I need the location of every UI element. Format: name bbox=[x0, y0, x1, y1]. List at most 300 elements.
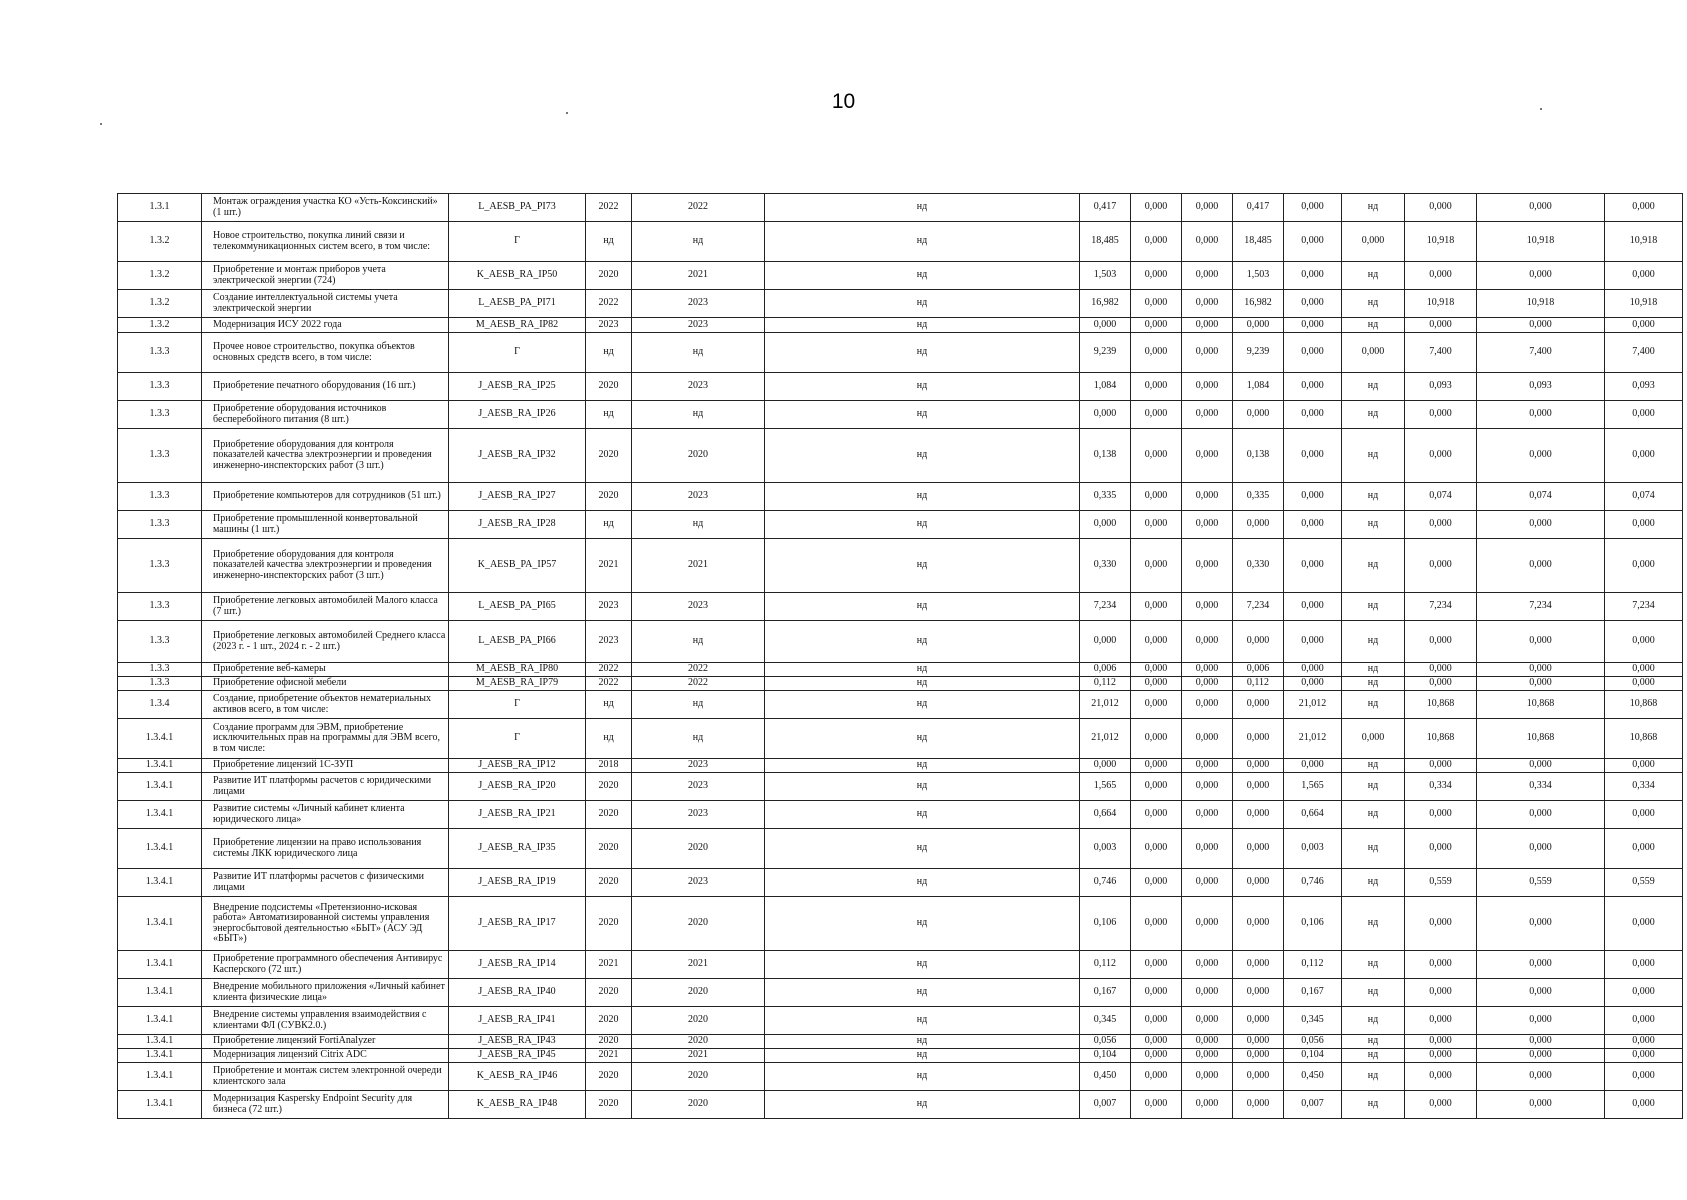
start-year-cell: 2023 bbox=[586, 593, 632, 621]
row-number-cell: 1.3.4.1 bbox=[118, 773, 202, 801]
status-cell: нд bbox=[765, 979, 1080, 1007]
value-cell: 0,000 bbox=[1284, 677, 1342, 691]
value-cell: 21,012 bbox=[1080, 691, 1131, 719]
value-cell: 0,000 bbox=[1080, 318, 1131, 333]
value-cell: 0,000 bbox=[1284, 429, 1342, 483]
value-cell: 9,239 bbox=[1080, 333, 1131, 373]
value-cell: 0,000 bbox=[1131, 691, 1182, 719]
table-row bbox=[118, 677, 1683, 691]
value-cell: 0,746 bbox=[1284, 869, 1342, 897]
value-cell: 10,918 bbox=[1605, 290, 1683, 318]
value-cell: 0,000 bbox=[1182, 1035, 1233, 1049]
project-code-cell: J_AESB_RA_IP43 bbox=[449, 1035, 586, 1049]
value-cell: 0,000 bbox=[1284, 401, 1342, 429]
value-cell: 0,000 bbox=[1405, 318, 1477, 333]
status-cell: нд bbox=[765, 1035, 1080, 1049]
value-cell: 0,138 bbox=[1233, 429, 1284, 483]
row-name-cell: Приобретение лицензии на право использования системы ЛКК юридического лица bbox=[202, 829, 449, 869]
value-cell: 0,000 bbox=[1131, 318, 1182, 333]
start-year-cell: нд bbox=[586, 719, 632, 759]
value-cell: 7,234 bbox=[1477, 593, 1605, 621]
value-cell: 0,000 bbox=[1477, 194, 1605, 222]
start-year-cell: 2020 bbox=[586, 429, 632, 483]
value-cell: 0,000 bbox=[1182, 829, 1233, 869]
value-cell: 0,345 bbox=[1080, 1007, 1131, 1035]
value-cell: 0,000 bbox=[1477, 951, 1605, 979]
value-cell: 1,084 bbox=[1080, 373, 1131, 401]
value-cell: 0,000 bbox=[1131, 897, 1182, 951]
value-cell: 10,918 bbox=[1405, 290, 1477, 318]
value-cell: 0,000 bbox=[1131, 1063, 1182, 1091]
project-code-cell: J_AESB_RA_IP12 bbox=[449, 759, 586, 773]
page-number: 10 bbox=[831, 90, 856, 113]
value-cell: 0,000 bbox=[1477, 539, 1605, 593]
start-year-cell: 2018 bbox=[586, 759, 632, 773]
row-name-cell: Создание, приобретение объектов нематериальных активов всего, в том числе: bbox=[202, 691, 449, 719]
value-cell: нд bbox=[1342, 1035, 1405, 1049]
value-cell: 21,012 bbox=[1284, 719, 1342, 759]
value-cell: нд bbox=[1342, 1091, 1405, 1119]
table-row bbox=[118, 1035, 1683, 1049]
value-cell: 0,000 bbox=[1405, 539, 1477, 593]
end-year-cell: 2020 bbox=[632, 1063, 765, 1091]
value-cell: 0,112 bbox=[1080, 677, 1131, 691]
value-cell: 0,003 bbox=[1284, 829, 1342, 869]
value-cell: 0,000 bbox=[1605, 677, 1683, 691]
status-cell: нд bbox=[765, 829, 1080, 869]
value-cell: 0,000 bbox=[1131, 1035, 1182, 1049]
value-cell: 0,000 bbox=[1233, 869, 1284, 897]
row-number-cell: 1.3.4.1 bbox=[118, 1063, 202, 1091]
end-year-cell: 2023 bbox=[632, 483, 765, 511]
value-cell: 18,485 bbox=[1233, 222, 1284, 262]
value-cell: 7,234 bbox=[1080, 593, 1131, 621]
row-number-cell: 1.3.2 bbox=[118, 318, 202, 333]
project-code-cell: J_AESB_RA_IP17 bbox=[449, 897, 586, 951]
value-cell: 0,000 bbox=[1477, 1007, 1605, 1035]
value-cell: нд bbox=[1342, 194, 1405, 222]
status-cell: нд bbox=[765, 194, 1080, 222]
status-cell: нд bbox=[765, 333, 1080, 373]
value-cell: нд bbox=[1342, 691, 1405, 719]
value-cell: 0,000 bbox=[1477, 401, 1605, 429]
value-cell: нд bbox=[1342, 829, 1405, 869]
row-name-cell: Модернизация лицензий Citrix ADC bbox=[202, 1049, 449, 1063]
value-cell: 0,000 bbox=[1182, 691, 1233, 719]
project-code-cell: J_AESB_RA_IP35 bbox=[449, 829, 586, 869]
table-row bbox=[118, 318, 1683, 333]
start-year-cell: 2023 bbox=[586, 318, 632, 333]
status-cell: нд bbox=[765, 539, 1080, 593]
scan-speck bbox=[566, 112, 568, 114]
table-row bbox=[118, 829, 1683, 869]
row-number-cell: 1.3.4 bbox=[118, 691, 202, 719]
end-year-cell: 2020 bbox=[632, 1035, 765, 1049]
status-cell: нд bbox=[765, 773, 1080, 801]
end-year-cell: 2023 bbox=[632, 373, 765, 401]
row-name-cell: Модернизация ИСУ 2022 года bbox=[202, 318, 449, 333]
row-number-cell: 1.3.4.1 bbox=[118, 801, 202, 829]
row-number-cell: 1.3.3 bbox=[118, 333, 202, 373]
row-number-cell: 1.3.3 bbox=[118, 663, 202, 677]
value-cell: 0,000 bbox=[1477, 663, 1605, 677]
value-cell: 0,000 bbox=[1605, 1035, 1683, 1049]
value-cell: 0,345 bbox=[1284, 1007, 1342, 1035]
value-cell: 0,000 bbox=[1182, 663, 1233, 677]
value-cell: 0,000 bbox=[1605, 1007, 1683, 1035]
value-cell: 0,417 bbox=[1233, 194, 1284, 222]
project-code-cell: K_AESB_RA_IP46 bbox=[449, 1063, 586, 1091]
value-cell: 0,559 bbox=[1477, 869, 1605, 897]
value-cell: 0,000 bbox=[1405, 677, 1477, 691]
start-year-cell: 2020 bbox=[586, 869, 632, 897]
value-cell: 0,000 bbox=[1405, 1049, 1477, 1063]
row-name-cell: Прочее новое строительство, покупка объектов основных средств всего, в том числе: bbox=[202, 333, 449, 373]
value-cell: 1,565 bbox=[1080, 773, 1131, 801]
value-cell: 0,006 bbox=[1080, 663, 1131, 677]
row-name-cell: Приобретение лицензий 1С-ЗУП bbox=[202, 759, 449, 773]
value-cell: 0,000 bbox=[1131, 979, 1182, 1007]
value-cell: 0,000 bbox=[1233, 1049, 1284, 1063]
value-cell: 10,868 bbox=[1405, 719, 1477, 759]
start-year-cell: 2022 bbox=[586, 663, 632, 677]
value-cell: 0,335 bbox=[1233, 483, 1284, 511]
project-code-cell: M_AESB_RA_IP82 bbox=[449, 318, 586, 333]
value-cell: нд bbox=[1342, 897, 1405, 951]
table-row bbox=[118, 483, 1683, 511]
value-cell: нд bbox=[1342, 290, 1405, 318]
status-cell: нд bbox=[765, 318, 1080, 333]
value-cell: 0,000 bbox=[1284, 621, 1342, 663]
status-cell: нд bbox=[765, 222, 1080, 262]
table-row bbox=[118, 951, 1683, 979]
project-code-cell: L_AESB_PA_PI65 bbox=[449, 593, 586, 621]
value-cell: нд bbox=[1342, 773, 1405, 801]
value-cell: 0,007 bbox=[1284, 1091, 1342, 1119]
value-cell: 0,000 bbox=[1605, 511, 1683, 539]
status-cell: нд bbox=[765, 951, 1080, 979]
row-number-cell: 1.3.2 bbox=[118, 222, 202, 262]
value-cell: 0,000 bbox=[1605, 539, 1683, 593]
value-cell: 7,234 bbox=[1605, 593, 1683, 621]
value-cell: 0,000 bbox=[1605, 897, 1683, 951]
value-cell: 9,239 bbox=[1233, 333, 1284, 373]
value-cell: 0,000 bbox=[1131, 483, 1182, 511]
project-code-cell: J_AESB_RA_IP40 bbox=[449, 979, 586, 1007]
status-cell: нд bbox=[765, 511, 1080, 539]
value-cell: 0,000 bbox=[1477, 318, 1605, 333]
value-cell: 0,000 bbox=[1182, 539, 1233, 593]
project-code-cell: Г bbox=[449, 691, 586, 719]
value-cell: 0,074 bbox=[1477, 483, 1605, 511]
value-cell: 0,167 bbox=[1284, 979, 1342, 1007]
row-name-cell: Развитие ИТ платформы расчетов с физическими лицами bbox=[202, 869, 449, 897]
value-cell: 0,000 bbox=[1182, 290, 1233, 318]
status-cell: нд bbox=[765, 663, 1080, 677]
value-cell: 10,918 bbox=[1477, 290, 1605, 318]
end-year-cell: 2023 bbox=[632, 290, 765, 318]
value-cell: нд bbox=[1342, 593, 1405, 621]
row-name-cell: Монтаж ограждения участка КО «Усть-Коксинский» (1 шт.) bbox=[202, 194, 449, 222]
value-cell: 0,003 bbox=[1080, 829, 1131, 869]
table-row bbox=[118, 773, 1683, 801]
start-year-cell: 2020 bbox=[586, 829, 632, 869]
start-year-cell: нд bbox=[586, 401, 632, 429]
start-year-cell: нд bbox=[586, 691, 632, 719]
value-cell: 7,400 bbox=[1605, 333, 1683, 373]
value-cell: нд bbox=[1342, 979, 1405, 1007]
table-row bbox=[118, 1007, 1683, 1035]
row-name-cell: Приобретение оборудования для контроля показателей качества электроэнергии и проведения инженерно-инспекторских работ (3 шт.) bbox=[202, 429, 449, 483]
value-cell: 0,138 bbox=[1080, 429, 1131, 483]
end-year-cell: 2023 bbox=[632, 801, 765, 829]
value-cell: 0,000 bbox=[1284, 663, 1342, 677]
value-cell: 0,000 bbox=[1131, 373, 1182, 401]
value-cell: 0,000 bbox=[1182, 1091, 1233, 1119]
end-year-cell: 2020 bbox=[632, 979, 765, 1007]
value-cell: 0,112 bbox=[1233, 677, 1284, 691]
value-cell: 0,000 bbox=[1182, 401, 1233, 429]
row-name-cell: Приобретение программного обеспечения Антивирус Касперского (72 шт.) bbox=[202, 951, 449, 979]
start-year-cell: 2020 bbox=[586, 773, 632, 801]
table-row bbox=[118, 1091, 1683, 1119]
value-cell: 0,000 bbox=[1284, 373, 1342, 401]
value-cell: 0,000 bbox=[1182, 1007, 1233, 1035]
value-cell: 0,000 bbox=[1605, 663, 1683, 677]
value-cell: нд bbox=[1342, 429, 1405, 483]
value-cell: 0,000 bbox=[1131, 801, 1182, 829]
value-cell: 0,000 bbox=[1131, 511, 1182, 539]
row-name-cell: Развитие системы «Личный кабинет клиента юридического лица» bbox=[202, 801, 449, 829]
start-year-cell: 2021 bbox=[586, 951, 632, 979]
project-code-cell: K_AESB_RA_IP48 bbox=[449, 1091, 586, 1119]
end-year-cell: 2020 bbox=[632, 1007, 765, 1035]
table-row bbox=[118, 373, 1683, 401]
value-cell: 18,485 bbox=[1080, 222, 1131, 262]
table-row bbox=[118, 801, 1683, 829]
value-cell: 0,000 bbox=[1131, 677, 1182, 691]
end-year-cell: 2021 bbox=[632, 262, 765, 290]
value-cell: 0,334 bbox=[1477, 773, 1605, 801]
value-cell: 0,000 bbox=[1131, 951, 1182, 979]
value-cell: 0,000 bbox=[1080, 401, 1131, 429]
project-code-cell: J_AESB_RA_IP21 bbox=[449, 801, 586, 829]
start-year-cell: 2020 bbox=[586, 1091, 632, 1119]
end-year-cell: 2021 bbox=[632, 951, 765, 979]
row-number-cell: 1.3.4.1 bbox=[118, 897, 202, 951]
end-year-cell: 2020 bbox=[632, 897, 765, 951]
status-cell: нд bbox=[765, 290, 1080, 318]
value-cell: 0,000 bbox=[1131, 429, 1182, 483]
value-cell: 0,000 bbox=[1405, 897, 1477, 951]
end-year-cell: 2022 bbox=[632, 663, 765, 677]
value-cell: 0,000 bbox=[1182, 318, 1233, 333]
table-row bbox=[118, 401, 1683, 429]
end-year-cell: 2023 bbox=[632, 759, 765, 773]
end-year-cell: 2021 bbox=[632, 1049, 765, 1063]
status-cell: нд bbox=[765, 1049, 1080, 1063]
start-year-cell: нд bbox=[586, 511, 632, 539]
project-code-cell: Г bbox=[449, 222, 586, 262]
value-cell: 0,000 bbox=[1233, 621, 1284, 663]
value-cell: нд bbox=[1342, 869, 1405, 897]
status-cell: нд bbox=[765, 1091, 1080, 1119]
value-cell: нд bbox=[1342, 663, 1405, 677]
value-cell: 0,000 bbox=[1182, 194, 1233, 222]
row-name-cell: Внедрение системы управления взаимодействия с клиентами ФЛ (СУВК2.0.) bbox=[202, 1007, 449, 1035]
value-cell: 0,000 bbox=[1233, 1063, 1284, 1091]
value-cell: 0,000 bbox=[1080, 511, 1131, 539]
value-cell: 0,559 bbox=[1605, 869, 1683, 897]
value-cell: 0,000 bbox=[1182, 1049, 1233, 1063]
scan-speck bbox=[1540, 108, 1542, 110]
value-cell: 0,000 bbox=[1477, 801, 1605, 829]
status-cell: нд bbox=[765, 373, 1080, 401]
value-cell: 0,000 bbox=[1605, 1091, 1683, 1119]
value-cell: 0,000 bbox=[1131, 290, 1182, 318]
table-row bbox=[118, 593, 1683, 621]
start-year-cell: 2020 bbox=[586, 801, 632, 829]
value-cell: 0,000 bbox=[1342, 719, 1405, 759]
value-cell: 0,000 bbox=[1605, 829, 1683, 869]
value-cell: 0,000 bbox=[1182, 759, 1233, 773]
value-cell: 0,000 bbox=[1477, 829, 1605, 869]
row-name-cell: Внедрение мобильного приложения «Личный кабинет клиента физические лица» bbox=[202, 979, 449, 1007]
value-cell: нд bbox=[1342, 621, 1405, 663]
value-cell: 1,503 bbox=[1233, 262, 1284, 290]
value-cell: 0,000 bbox=[1080, 759, 1131, 773]
value-cell: 16,982 bbox=[1080, 290, 1131, 318]
value-cell: 0,000 bbox=[1405, 1091, 1477, 1119]
value-cell: 0,000 bbox=[1182, 333, 1233, 373]
value-cell: 0,000 bbox=[1284, 222, 1342, 262]
project-code-cell: J_AESB_RA_IP45 bbox=[449, 1049, 586, 1063]
value-cell: 0,000 bbox=[1182, 951, 1233, 979]
value-cell: 10,918 bbox=[1477, 222, 1605, 262]
end-year-cell: 2020 bbox=[632, 829, 765, 869]
value-cell: 0,093 bbox=[1477, 373, 1605, 401]
value-cell: 10,868 bbox=[1605, 691, 1683, 719]
value-cell: 0,000 bbox=[1233, 979, 1284, 1007]
row-name-cell: Приобретение промышленной конвертовальной машины (1 шт.) bbox=[202, 511, 449, 539]
status-cell: нд bbox=[765, 593, 1080, 621]
row-name-cell: Приобретение лицензий FortiAnalyzer bbox=[202, 1035, 449, 1049]
start-year-cell: 2021 bbox=[586, 539, 632, 593]
value-cell: 0,000 bbox=[1131, 719, 1182, 759]
start-year-cell: 2020 bbox=[586, 483, 632, 511]
value-cell: 0,000 bbox=[1233, 759, 1284, 773]
end-year-cell: 2022 bbox=[632, 194, 765, 222]
row-number-cell: 1.3.4.1 bbox=[118, 719, 202, 759]
value-cell: 0,000 bbox=[1131, 333, 1182, 373]
value-cell: 0,000 bbox=[1477, 897, 1605, 951]
start-year-cell: 2022 bbox=[586, 677, 632, 691]
status-cell: нд bbox=[765, 621, 1080, 663]
value-cell: 0,000 bbox=[1182, 593, 1233, 621]
table-row bbox=[118, 719, 1683, 759]
value-cell: 10,868 bbox=[1477, 691, 1605, 719]
value-cell: 0,167 bbox=[1080, 979, 1131, 1007]
end-year-cell: 2020 bbox=[632, 1091, 765, 1119]
status-cell: нд bbox=[765, 801, 1080, 829]
row-name-cell: Приобретение офисной мебели bbox=[202, 677, 449, 691]
value-cell: 0,112 bbox=[1080, 951, 1131, 979]
project-code-cell: Г bbox=[449, 719, 586, 759]
start-year-cell: 2020 bbox=[586, 1007, 632, 1035]
value-cell: 0,000 bbox=[1131, 194, 1182, 222]
value-cell: 1,503 bbox=[1080, 262, 1131, 290]
value-cell: 0,000 bbox=[1477, 621, 1605, 663]
status-cell: нд bbox=[765, 759, 1080, 773]
value-cell: нд bbox=[1342, 318, 1405, 333]
start-year-cell: 2023 bbox=[586, 621, 632, 663]
value-cell: 0,000 bbox=[1284, 290, 1342, 318]
value-cell: 0,000 bbox=[1477, 262, 1605, 290]
start-year-cell: 2020 bbox=[586, 1063, 632, 1091]
end-year-cell: 2023 bbox=[632, 318, 765, 333]
value-cell: 0,000 bbox=[1182, 869, 1233, 897]
value-cell: 0,000 bbox=[1477, 759, 1605, 773]
project-code-cell: J_AESB_RA_IP14 bbox=[449, 951, 586, 979]
value-cell: 7,400 bbox=[1477, 333, 1605, 373]
value-cell: 0,000 bbox=[1284, 593, 1342, 621]
table-row bbox=[118, 290, 1683, 318]
value-cell: 0,006 bbox=[1233, 663, 1284, 677]
end-year-cell: нд bbox=[632, 333, 765, 373]
value-cell: 0,000 bbox=[1284, 511, 1342, 539]
status-cell: нд bbox=[765, 719, 1080, 759]
value-cell: 10,868 bbox=[1405, 691, 1477, 719]
table-row bbox=[118, 194, 1683, 222]
row-number-cell: 1.3.4.1 bbox=[118, 1007, 202, 1035]
value-cell: 0,000 bbox=[1131, 621, 1182, 663]
start-year-cell: 2020 bbox=[586, 897, 632, 951]
row-name-cell: Создание интеллектуальной системы учета электрической энергии bbox=[202, 290, 449, 318]
row-number-cell: 1.3.3 bbox=[118, 539, 202, 593]
row-number-cell: 1.3.3 bbox=[118, 429, 202, 483]
value-cell: 0,000 bbox=[1405, 663, 1477, 677]
value-cell: 0,000 bbox=[1182, 621, 1233, 663]
end-year-cell: 2023 bbox=[632, 593, 765, 621]
value-cell: 0,000 bbox=[1477, 1063, 1605, 1091]
value-cell: 0,000 bbox=[1405, 801, 1477, 829]
value-cell: 0,106 bbox=[1080, 897, 1131, 951]
value-cell: 0,334 bbox=[1605, 773, 1683, 801]
project-code-cell: J_AESB_RA_IP27 bbox=[449, 483, 586, 511]
value-cell: 0,559 bbox=[1405, 869, 1477, 897]
value-cell: 0,000 bbox=[1131, 1049, 1182, 1063]
table-row bbox=[118, 759, 1683, 773]
row-name-cell: Внедрение подсистемы «Претензионно-исковая работа» Автоматизированной системы управления энергосбытовой деятельностью «БЫТ» (АСУ ЭД «БЫТ») bbox=[202, 897, 449, 951]
project-code-cell: J_AESB_RA_IP41 bbox=[449, 1007, 586, 1035]
value-cell: 0,000 bbox=[1405, 1035, 1477, 1049]
value-cell: 0,000 bbox=[1182, 773, 1233, 801]
project-code-cell: L_AESB_PA_PI66 bbox=[449, 621, 586, 663]
row-number-cell: 1.3.4.1 bbox=[118, 759, 202, 773]
value-cell: 0,000 bbox=[1605, 801, 1683, 829]
value-cell: 21,012 bbox=[1080, 719, 1131, 759]
value-cell: нд bbox=[1342, 483, 1405, 511]
table-row bbox=[118, 539, 1683, 593]
project-code-cell: J_AESB_RA_IP26 bbox=[449, 401, 586, 429]
value-cell: нд bbox=[1342, 539, 1405, 593]
value-cell: нд bbox=[1342, 262, 1405, 290]
value-cell: 0,000 bbox=[1131, 401, 1182, 429]
value-cell: 0,000 bbox=[1405, 979, 1477, 1007]
value-cell: 0,106 bbox=[1284, 897, 1342, 951]
value-cell: 0,000 bbox=[1477, 429, 1605, 483]
value-cell: 0,000 bbox=[1182, 719, 1233, 759]
